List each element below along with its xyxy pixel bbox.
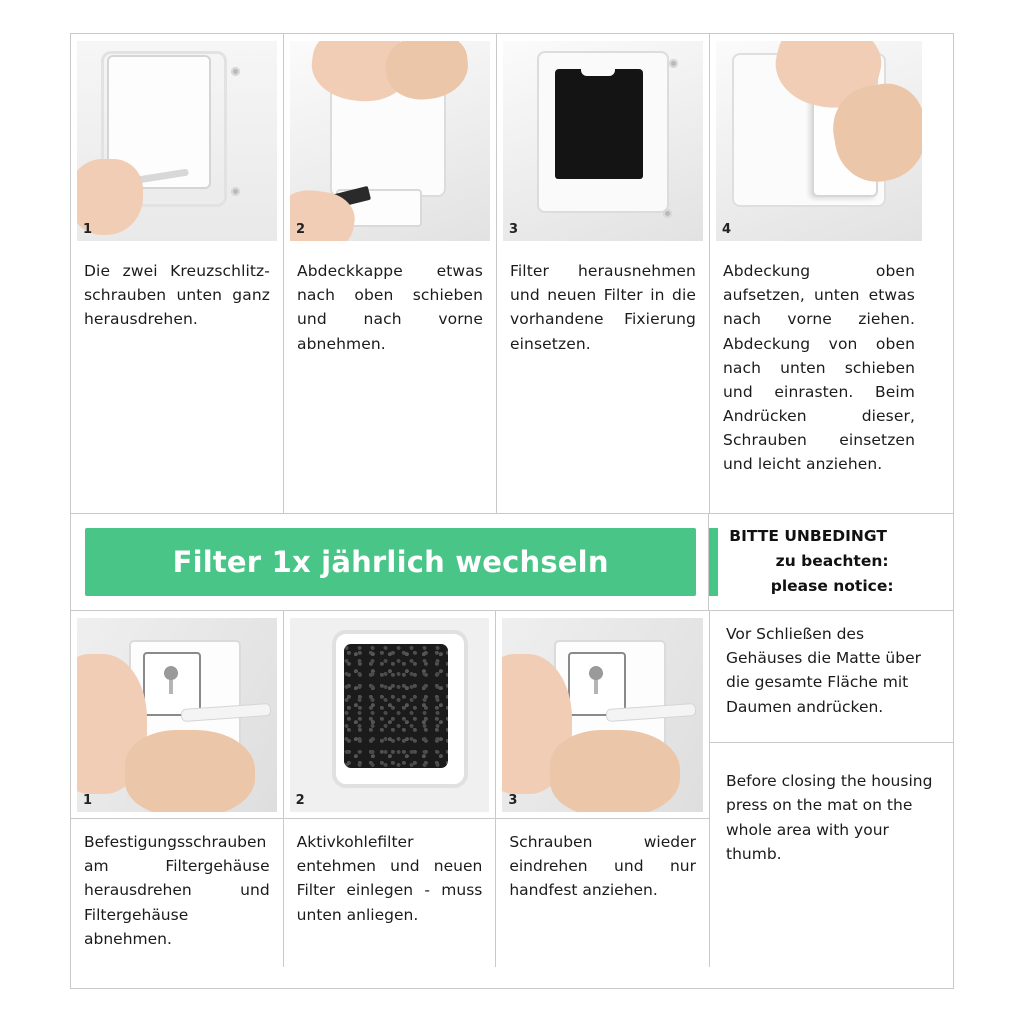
photo-bottom-step-2-carbon-filter: [284, 611, 497, 818]
step-number: 3: [508, 793, 518, 808]
notice-german: [710, 611, 953, 729]
step-2-description: [284, 247, 497, 513]
notice-german-text: Vor Schließen des Gehäuses die Matte über die gesamte Fläche mit Daumen andrücken.: [726, 625, 921, 716]
bottom-step-3-text: Schrauben wieder eindrehen und nur handfest anziehen.: [509, 833, 697, 900]
photo-step-1-unscrew: [71, 34, 284, 247]
step-1-text: Die zwei Kreuzschlitz-schrauben unten ganz herausdrehen.: [84, 262, 270, 329]
step-1-description: [71, 247, 284, 513]
notice-heading-line-3: please notice:: [770, 577, 894, 596]
green-accent-bar: [709, 528, 718, 596]
step-number: 2: [295, 793, 305, 808]
banner-row: [71, 513, 953, 611]
notice-english: [710, 743, 953, 892]
notice-english-text: Before closing the housing press on the mat on the whole area with your thumb.: [726, 772, 933, 863]
photo-bottom-step-3-screw-back: [496, 611, 709, 818]
step-number: 2: [296, 222, 306, 237]
bottom-image-strip: [71, 611, 709, 818]
bottom-step-2-text: Aktivkohlefilter entehmen und neuen Filter einlegen - muss unten anliegen.: [296, 833, 483, 924]
notice-heading: [709, 514, 953, 610]
step-number: 4: [722, 222, 732, 237]
step-3-text: Filter herausnehmen und neuen Filter in die vorhandene Fixierung einsetzen.: [510, 262, 696, 353]
bottom-section: [71, 611, 953, 967]
notice-panel: [710, 611, 953, 967]
banner-text: Filter 1x jährlich wechseln: [172, 545, 609, 579]
bottom-text-strip: [71, 818, 709, 967]
photo-step-2-remove-cap: [284, 34, 497, 247]
maintenance-banner: [85, 528, 696, 596]
photo-bottom-step-1-unscrew-housing: [71, 611, 284, 818]
photo-step-3-replace-filter: [497, 34, 710, 247]
notice-heading-line-1: BITTE UNBEDINGT: [729, 527, 887, 545]
instruction-sheet: [70, 33, 954, 989]
photo-step-4-refit-cover: [710, 34, 928, 247]
bottom-step-1-description: [71, 819, 284, 967]
step-4-description: [710, 247, 928, 513]
step-4-text: Abdeckung oben aufsetzen, unten etwas nach vorne ziehen. Abdeckung von oben nach unten schieben und einrasten. Beim Andrücken dieser, Schrauben einsetzen und leicht anziehen.: [723, 262, 915, 474]
step-number: 1: [83, 222, 93, 237]
step-number: 3: [509, 222, 519, 237]
step-3-description: [497, 247, 710, 513]
step-2-text: Abdeckkappe etwas nach oben schieben und nach vorne abnehmen.: [297, 262, 483, 353]
top-text-strip: [71, 247, 953, 513]
step-number: 1: [83, 793, 93, 808]
bottom-steps: [71, 611, 710, 967]
bottom-step-1-text: Befestigungsschrauben am Filtergehäuse herausdrehen und Filtergehäuse abnehmen.: [84, 833, 270, 948]
banner-container: [71, 514, 709, 610]
top-image-strip: [71, 34, 953, 247]
bottom-step-3-description: [496, 819, 709, 967]
notice-heading-line-2: zu beachten:: [775, 552, 889, 571]
bottom-step-2-description: [284, 819, 497, 967]
